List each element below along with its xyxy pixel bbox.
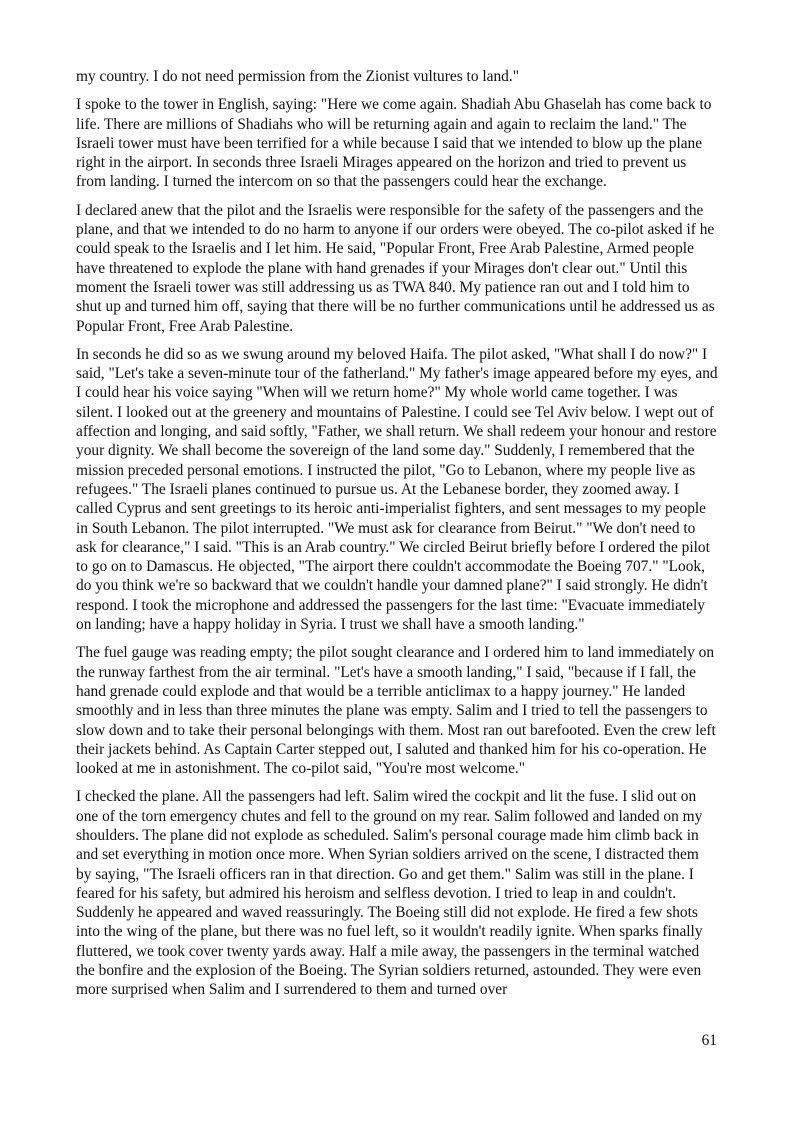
paragraph-2: I spoke to the tower in English, saying: "Here we come again. Shadiah Abu Ghaselah has come back to life. There are millions of Shadiahs who will be returning again and again to reclaim the land." The Israeli tower must have been terrified for a while because I said that we intended to blow up the plane right in the airport. In seconds three Israeli Mirages appeared on the horizon and tried to prevent us from landing. I turned the intercom on so that the passengers could hear the exchange. — [76, 96, 712, 191]
paragraph-6: I checked the plane. All the passengers had left. Salim wired the cockpit and lit the fuse. I slid out on one of the torn emergency chutes and fell to the ground on my rear. Salim followed and landed on my shoulders. The plane did not explode as scheduled. Salim's personal courage made him climb back in and set everything in motion once more. When Syrian soldiers arrived on the scene, I distracted them by saying, "The Israeli officers ran in that direction. Go and get them." Salim was still in the plane. I feared for his safety, but admired his heroism and selfless devotion. I tried to leap in and couldn't. Suddenly he appeared and waved reassuringly. The Boeing still did not explode. He fired a few shots into the wing of the plane, but there was no fuel left, so it wouldn't readily ignite. When sparks finally fluttered, we took cover twenty yards away. Half a mile away, the passengers in the terminal watched the bonfire and the explosion of the Boeing. The Syrian soldiers returned, astounded. They were even more surprised when Salim and I surrendered to them and turned over — [76, 788, 703, 999]
body-text — [76, 67, 718, 1009]
paragraph-1: my country. I do not need permission from the Zionist vultures to land." — [76, 68, 519, 85]
paragraph-4: In seconds he did so as we swung around my beloved Haifa. The pilot asked, "What shall I do now?" I said, "Let's take a seven-minute tour of the fatherland." My father's image appeared before my eyes, and I could hear his voice saying "When will we return home?" My whole world came together. I was silent. I looked out at the greenery and mountains of Palestine. I could see Tel Aviv below. I wept out of affection and longing, and said softly, "Father, we shall return. We shall redeem your honour and restore your dignity. We shall become the sovereign of the land some day." Suddenly, I remembered that the mission preceded personal emotions. I instructed the pilot, "Go to Lebanon, where my people live as refugees." The Israeli planes continued to pursue us. At the Lebanese border, they zoomed away. I called Cyprus and sent greetings to its heroic anti-imperialist fighters, and sent messages to my people in South Lebanon. The pilot interrupted. "We must ask for clearance from Beirut." "We don't need to ask for clearance," I said. "This is an Arab country." We circled Beirut briefly before I ordered the pilot to go on to Damascus. He objected, "The airport there couldn't accommodate the Boeing 707." "Look, do you think we're so backward that we couldn't handle your damned plane?" I said strongly. He didn't respond. I took the microphone and addressed the passengers for the last time: "Evacuate immediately on landing; have a happy holiday in Syria. I trust we shall have a smooth landing." — [76, 345, 718, 634]
paragraph-5: The fuel gauge was reading empty; the pilot sought clearance and I ordered him to land immediately on the runway farthest from the air terminal. "Let's have a smooth landing," I said, "because if I fall, the hand grenade could explode and that would be a terrible anticlimax to a happy journey." He landed smoothly and in less than three minutes the plane was empty. Salim and I tried to tell the passengers to slow down and to take their personal belongings with them. Most ran out barefooted. Even the crew left their jackets behind. As Captain Carter stepped out, I saluted and thanked him for his co-operation. He looked at me in astonishment. The co-pilot said, "You're most welcome." — [76, 644, 716, 778]
paragraph-3: I declared anew that the pilot and the Israelis were responsible for the safety of the passengers and the plane, and that we intended to do no harm to anyone if our orders were obeyed. The co-pilot asked if he could speak to the Israelis and I let him. He said, "Popular Front, Free Arab Palestine, Armed people have threatened to explode the plane with hand grenades if your Mirages don't clear out." Until this moment the Israeli tower was still addressing us as TWA 840. My patience ran out and I told him to shut up and turned him off, saying that there will be no further communications until he addressed us as Popular Front, Free Arab Palestine. — [76, 201, 715, 335]
page-number: 61 — [701, 1032, 717, 1049]
